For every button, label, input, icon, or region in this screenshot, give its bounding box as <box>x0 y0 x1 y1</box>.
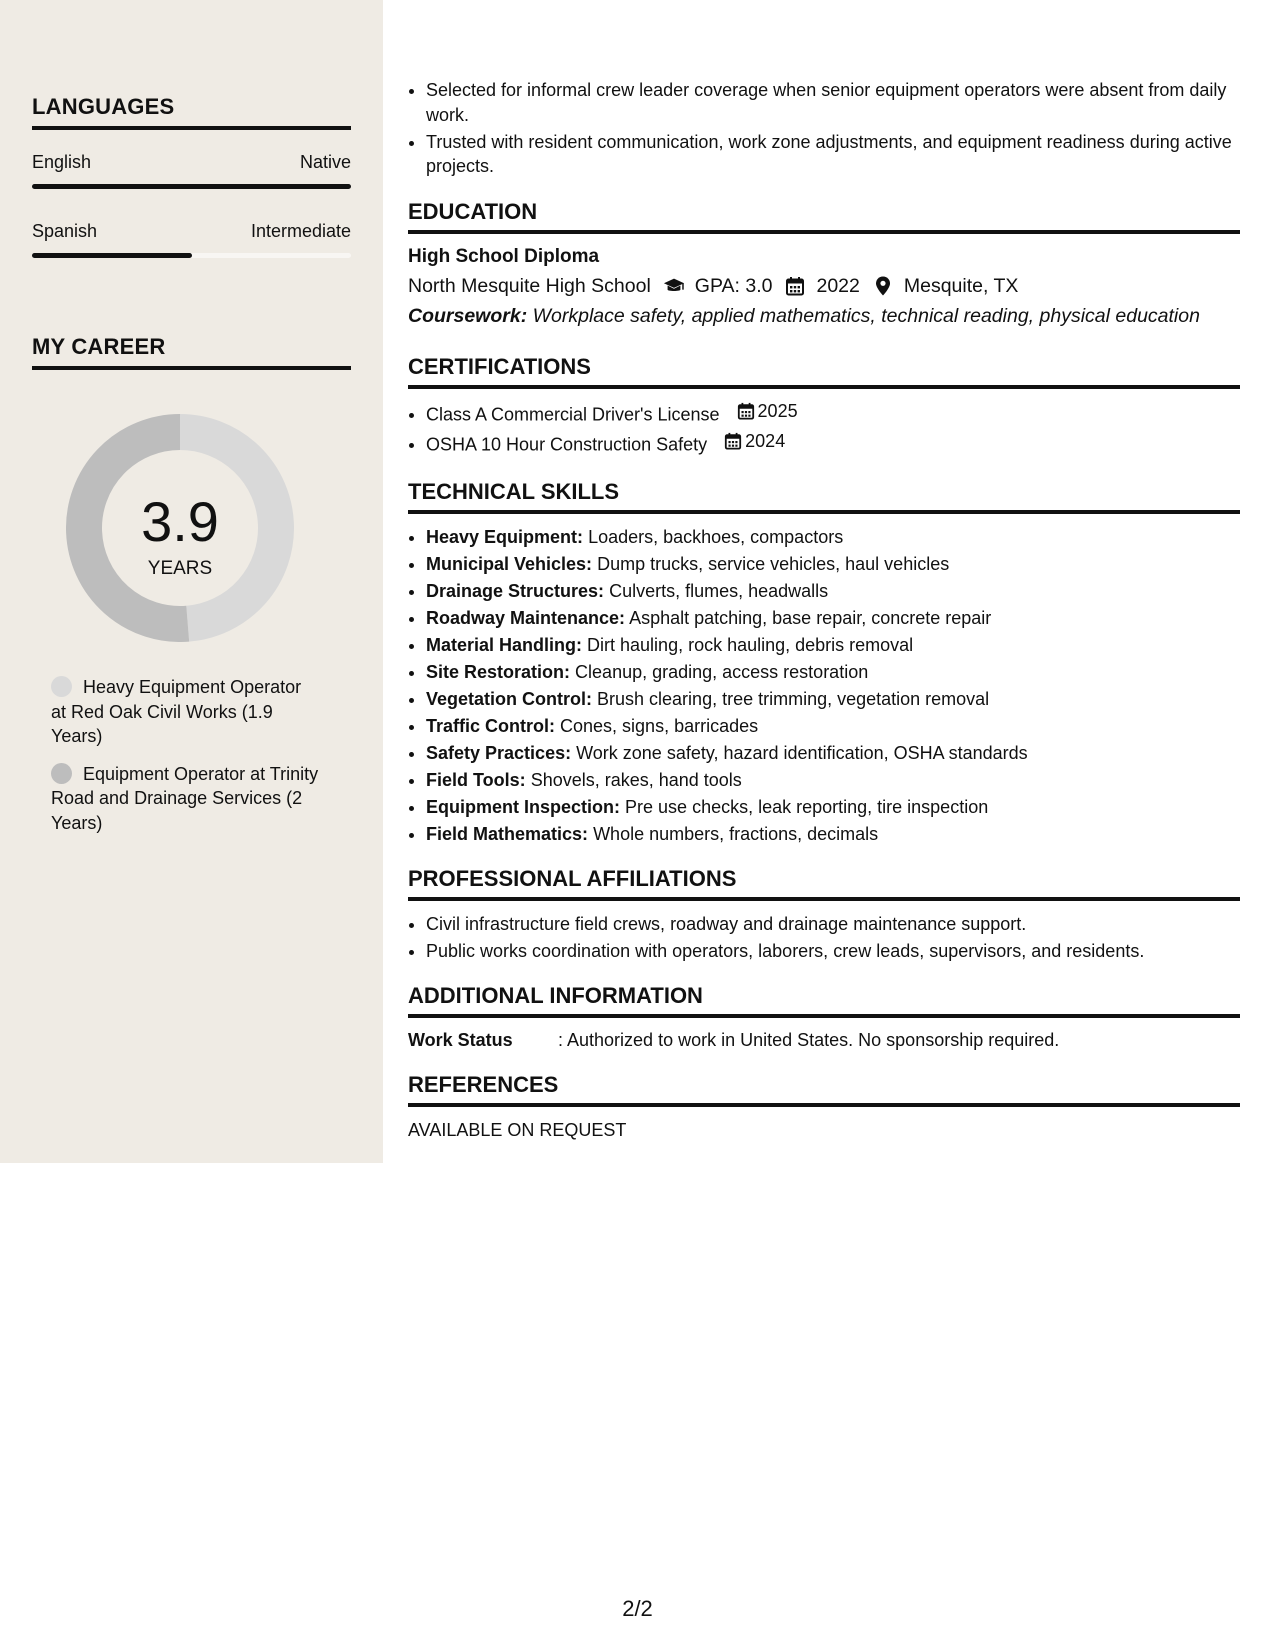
skill-value: Dump trucks, service vehicles, haul vehicles <box>597 553 950 574</box>
graduation-cap-icon <box>663 276 685 296</box>
skill-value: Brush clearing, tree trimming, vegetation removal <box>597 688 990 709</box>
certifications-heading: CERTIFICATIONS <box>408 354 1240 389</box>
career-legend-item <box>51 675 321 749</box>
skill-item <box>426 605 1240 632</box>
education-entry <box>408 244 1240 330</box>
career-legend-label: Heavy Equipment Operator at Red Oak Civil Works (1.9 Years) <box>51 677 302 746</box>
skill-label: Traffic Control: <box>426 715 555 736</box>
skill-label: Vegetation Control: <box>426 688 592 709</box>
references-value: AVAILABLE ON REQUEST <box>408 1119 627 1140</box>
references-heading: REFERENCES <box>408 1072 1240 1107</box>
skill-item <box>426 578 1240 605</box>
skill-item <box>426 821 1240 848</box>
skills-list <box>408 524 1240 848</box>
skill-value: Pre use checks, leak reporting, tire inspection <box>625 796 989 817</box>
legend-dot <box>51 676 72 697</box>
education-coursework <box>408 302 1240 330</box>
language-level-bar <box>32 253 351 258</box>
language-level-fill <box>32 184 351 189</box>
additional-info-heading: ADDITIONAL INFORMATION <box>408 983 1240 1018</box>
skill-item <box>426 551 1240 578</box>
work-status-label: Work Status <box>408 1029 513 1050</box>
skill-item <box>426 740 1240 767</box>
map-pin-icon <box>872 276 894 296</box>
skill-label: Heavy Equipment: <box>426 526 584 547</box>
skill-value: Cones, signs, barricades <box>560 715 759 736</box>
work-status-row <box>408 1028 1240 1052</box>
skill-value: Whole numbers, fractions, decimals <box>593 823 879 844</box>
language-level-bar <box>32 184 351 189</box>
skill-label: Site Restoration: <box>426 661 571 682</box>
skill-label: Equipment Inspection: <box>426 796 621 817</box>
skill-label: Drainage Structures: <box>426 580 605 601</box>
skill-value: Work zone safety, hazard identification, OSHA standards <box>576 742 1028 763</box>
skill-label: Field Tools: <box>426 769 526 790</box>
affiliations-heading: PROFESSIONAL AFFILIATIONS <box>408 866 1240 901</box>
coursework-label: Coursework: <box>408 304 528 327</box>
languages-heading: LANGUAGES <box>32 94 351 130</box>
page-number: 2/2 <box>622 1596 653 1621</box>
skill-value: Cleanup, grading, access restoration <box>575 661 869 682</box>
skill-value: Asphalt patching, base repair, concrete repair <box>629 607 992 628</box>
skill-item <box>426 632 1240 659</box>
skill-item <box>426 659 1240 686</box>
career-total-years: 3.9 <box>141 490 219 553</box>
experience-bullet: • Selected for informal crew leader coverage when senior equipment operators were absent from daily work. <box>426 78 1240 127</box>
skill-item <box>426 794 1240 821</box>
language-name: English <box>32 152 92 172</box>
sidebar <box>0 0 383 1163</box>
career-legend-label: Equipment Operator at Trinity Road and Drainage Services (2 Years) <box>51 763 319 833</box>
career-legend-item <box>51 762 321 836</box>
career-donut-chart <box>66 414 294 642</box>
certification-item <box>426 399 1240 427</box>
career-legend <box>51 675 321 848</box>
skill-label: Field Mathematics: <box>426 823 589 844</box>
experience-bullet: • Trusted with resident communication, work zone adjustments, and equipment readiness during active projects. <box>426 130 1240 179</box>
language-level-fill <box>32 253 192 258</box>
certification-name: OSHA 10 Hour Construction Safety <box>426 434 708 454</box>
legend-dot <box>51 763 72 784</box>
affiliation-item: • Civil infrastructure field crews, roadway and drainage maintenance support. <box>426 911 1240 938</box>
skill-value: Culverts, flumes, headwalls <box>609 580 829 601</box>
education-location: Mesquite, TX <box>903 274 1019 297</box>
affiliation-item: • Public works coordination with operators, laborers, crew leads, supervisors, and residents. <box>426 938 1240 965</box>
language-level: Native <box>299 152 351 172</box>
skill-label: Roadway Maintenance: <box>426 607 626 628</box>
skill-value: Shovels, rakes, hand tools <box>530 769 742 790</box>
skills-heading: TECHNICAL SKILLS <box>408 479 1240 514</box>
career-heading: MY CAREER <box>32 334 351 370</box>
language-item-spanish <box>32 221 351 258</box>
education-year: 2022 <box>816 274 860 297</box>
education-degree: High School Diploma <box>408 245 600 267</box>
skill-item <box>426 767 1240 794</box>
skill-item <box>426 686 1240 713</box>
language-level: Intermediate <box>250 221 351 241</box>
education-gpa: GPA: 3.0 <box>694 274 773 297</box>
language-name: Spanish <box>32 221 98 241</box>
coursework-text: Workplace safety, applied mathematics, technical reading, physical education <box>532 304 1200 327</box>
education-heading: EDUCATION <box>408 199 1240 234</box>
certification-year: 2025 <box>757 400 798 421</box>
certification-name: Class A Commercial Driver's License <box>426 403 720 424</box>
affiliations-list <box>408 911 1240 965</box>
work-status-value: : Authorized to work in United States. No sponsorship required. <box>558 1029 1060 1050</box>
certifications-list <box>408 399 1240 457</box>
certification-item <box>426 429 1240 457</box>
skill-label: Municipal Vehicles: <box>426 553 593 574</box>
skill-label: Safety Practices: <box>426 742 572 763</box>
skill-item <box>426 524 1240 551</box>
calendar-icon <box>737 402 755 420</box>
skill-label: Material Handling: <box>426 634 583 655</box>
language-item-english <box>32 152 351 189</box>
career-total-unit: YEARS <box>147 558 213 579</box>
education-details <box>408 270 1240 302</box>
main-content <box>408 78 1240 1142</box>
skill-value: Loaders, backhoes, compactors <box>588 526 844 547</box>
skill-item <box>426 713 1240 740</box>
calendar-icon <box>724 432 742 450</box>
skill-value: Dirt hauling, rock hauling, debris removal <box>587 634 914 655</box>
calendar-icon <box>784 276 806 296</box>
experience-bullets <box>408 78 1240 179</box>
certification-year: 2024 <box>745 430 786 451</box>
education-school: North Mesquite High School <box>408 274 651 297</box>
